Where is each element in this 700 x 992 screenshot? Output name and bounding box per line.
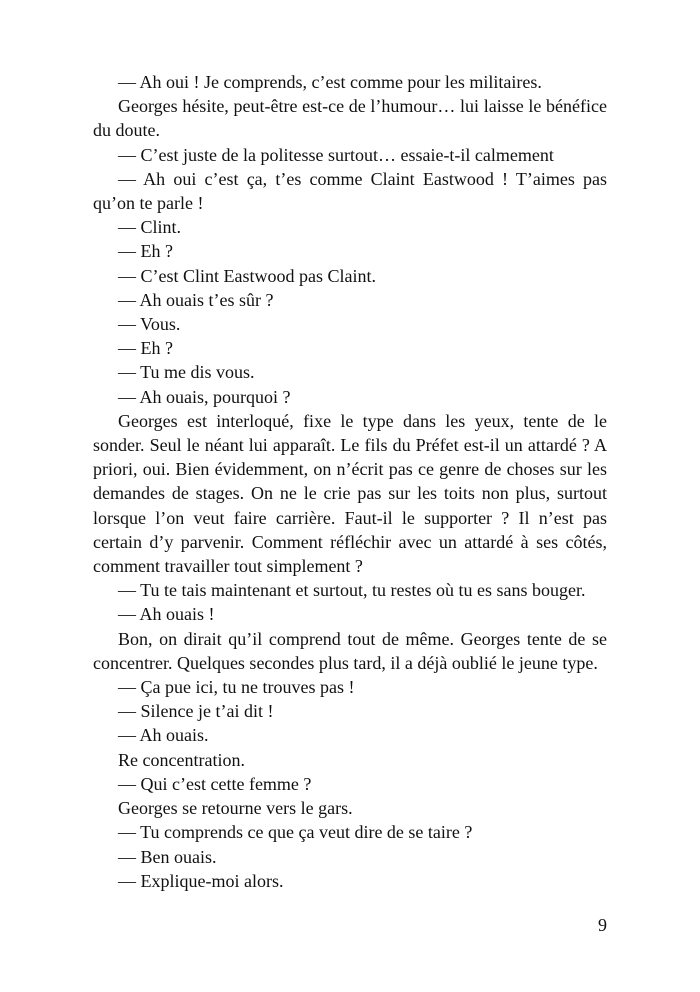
paragraph: — Tu te tais maintenant et surtout, tu restes où tu es sans bouger. — [118, 580, 586, 601]
paragraph: — Ça pue ici, tu ne trouves pas ! — [118, 677, 355, 698]
paragraph: Georges se retourne vers le gars. — [118, 798, 353, 819]
paragraph: — Ah ouais ! — [118, 604, 215, 625]
page-number: 9 — [598, 915, 607, 935]
paragraph: — Tu comprends ce que ça veut dire de se taire ? — [118, 822, 473, 843]
paragraph: — C’est juste de la politesse surtout… essaie-t-il calmement — [118, 144, 554, 165]
paragraph: — Ah oui c’est ça, t’es comme Claint Eastwood ! T’aimes pas qu’on te parle ! — [93, 168, 607, 214]
paragraph: — Silence je t’ai dit ! — [118, 701, 274, 722]
paragraph: Bon, on dirait qu’il comprend tout de même. Georges tente de se concentrer. Quelques secondes plus tard, il a déjà oublié le jeune type. — [93, 628, 607, 673]
paragraph: — Qui c’est cette femme ? — [118, 773, 312, 794]
paragraph: — Vous. — [118, 314, 181, 335]
paragraph: — Tu me dis vous. — [118, 362, 255, 383]
paragraph: Re concentration. — [118, 749, 245, 770]
paragraph: — Eh ? — [118, 241, 173, 262]
paragraph: Georges hésite, peut-être est-ce de l’humour… lui laisse le bénéfice du doute. — [93, 96, 607, 141]
paragraph: — Ben ouais. — [118, 846, 217, 867]
paragraph: — Eh ? — [118, 338, 173, 359]
paragraph: — Ah ouais, pourquoi ? — [118, 386, 291, 407]
paragraph: — Clint. — [118, 217, 182, 238]
paragraph: — Ah ouais t’es sûr ? — [118, 289, 274, 310]
paragraph: Georges est interloqué, fixe le type dans les yeux, tente de le sonder. Seul le néant lui apparaît. Le fils du Préfet est-il un attardé ? A priori, oui. Bien évidemment, on n’écrit pas ce genre de choses sur les demandes de stages. On ne le crie pas sur les toits non plus, surtout lorsque l’on veut faire carrière. Faut-il le supporter ? Il n’est pas certain d’y parvenir. Comment réfléchir avec un attardé à ses côtés, comment travailler tout simplement ? — [93, 410, 607, 577]
paragraph: — Explique-moi alors. — [118, 870, 284, 891]
paragraph: — Ah ouais. — [118, 725, 209, 746]
paragraph: — Ah oui ! Je comprends, c’est comme pour les militaires. — [118, 72, 542, 92]
paragraph: — C’est Clint Eastwood pas Claint. — [118, 265, 376, 286]
page-body — [93, 70, 607, 893]
